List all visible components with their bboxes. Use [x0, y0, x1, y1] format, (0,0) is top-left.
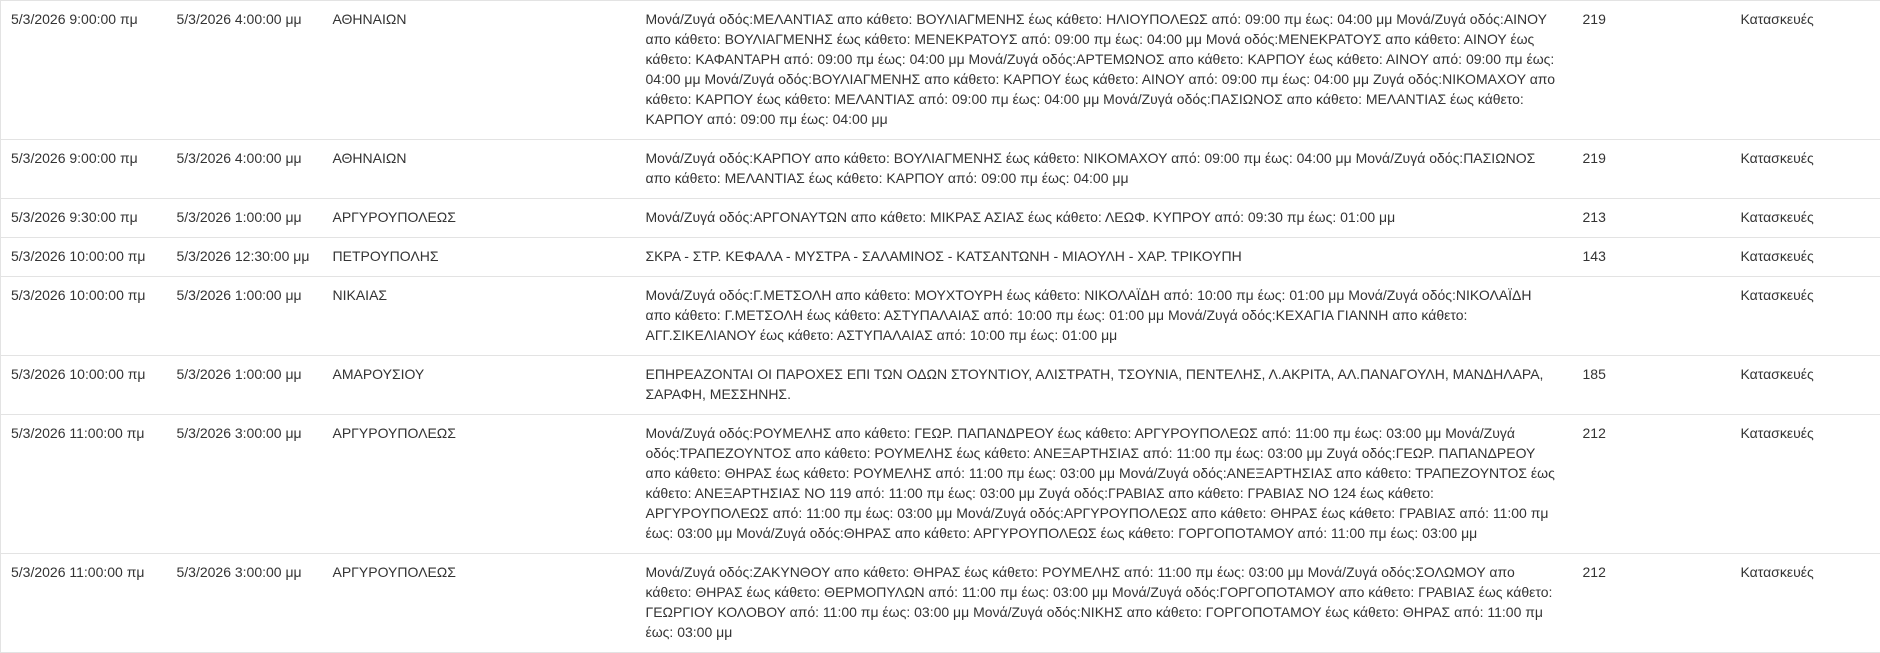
table-row: [1, 199, 1880, 238]
table-row: [1, 1, 1880, 140]
description-cell: Μονά/Ζυγά οδός:ΡΟΥΜΕΛΗΣ απο κάθετο: ΓΕΩΡ. ΠΑΠΑΝΔΡΕΟΥ έως κάθετο: ΑΡΓΥΡΟΥΠΟΛΕΩΣ από: 11:00 πμ έως: 03:00 μμ Μονά/Ζυγά οδός:ΤΡΑΠΕΖΟΥΝΤΟΣ απο κάθετο: ΡΟΥΜΕΛΗΣ έως κάθετο: ΑΝΕΞΑΡΤΗΣΙΑΣ από: 11:00 πμ έως: 03:00 μμ Ζυγά οδός:ΓΕΩΡ. ΠΑΠΑΝΔΡΕΟΥ απο κάθετο: ΘΗΡΑΣ έως κάθετο: ΡΟΥΜΕΛΗΣ από: 11:00 πμ έως: 03:00 μμ Μονά/Ζυγά οδός:ΑΝΕΞΑΡΤΗΣΙΑΣ απο κάθετο: ΤΡΑΠΕΖΟΥΝΤΟΣ έως κάθετο: ΑΝΕΞΑΡΤΗΣΙΑΣ ΝΟ 119 από: 11:00 πμ έως: 03:00 μμ Ζυγά οδός:ΓΡΑΒΙΑΣ απο κάθετο: ΓΡΑΒΙΑΣ ΝΟ 124 έως κάθετο: ΑΡΓΥΡΟΥΠΟΛΕΩΣ από: 11:00 πμ έως: 03:00 μμ Μονά/Ζυγά οδός:ΑΡΓΥΡΟΥΠΟΛΕΩΣ απο κάθετο: ΘΗΡΑΣ έως κάθετο: ΓΡΑΒΙΑΣ από: 11:00 πμ έως: 03:00 μμ Μονά/Ζυγά οδός:ΘΗΡΑΣ απο κάθετο: ΑΡΓΥΡΟΥΠΟΛΕΩΣ έως κάθετο: ΓΟΡΓΟΠΟΤΑΜΟΥ από: 11:00 πμ έως: 03:00 μμ: [636, 415, 1573, 554]
table-row: [1, 277, 1880, 356]
area-cell: ΑΘΗΝΑΙΩΝ: [323, 1, 636, 140]
table-row: [1, 140, 1880, 199]
end-time-cell: 5/3/2026 1:00:00 μμ: [167, 356, 323, 415]
table-row: [1, 238, 1880, 277]
description-cell: Μονά/Ζυγά οδός:ΚΑΡΠΟΥ απο κάθετο: ΒΟΥΛΙΑΓΜΕΝΗΣ έως κάθετο: ΝΙΚΟΜΑΧΟΥ από: 09:00 πμ έως: 04:00 μμ Μονά/Ζυγά οδός:ΠΑΣΙΩΝΟΣ απο κάθετο: ΜΕΛΑΝΤΙΑΣ έως κάθετο: ΚΑΡΠΟΥ από: 09:00 πμ έως: 04:00 μμ: [636, 140, 1573, 199]
end-time-cell: 5/3/2026 1:00:00 μμ: [167, 277, 323, 356]
description-cell: ΕΠΗΡΕΑΖΟΝΤΑΙ ΟΙ ΠΑΡΟΧΕΣ ΕΠΙ ΤΩΝ ΟΔΩΝ ΣΤΟΥΝΤΙΟΥ, ΑΛΙΣΤΡΑΤΗ, ΤΣΟΥΝΙΑ, ΠΕΝΤΕΛΗΣ, Λ.ΑΚΡΙΤΑ, ΑΛ.ΠΑΝΑΓΟΥΛΗ, ΜΑΝΔΗΛΑΡΑ, ΣΑΡΑΦΗ, ΜΕΣΣΗΝΗΣ.: [636, 356, 1573, 415]
start-time-cell: 5/3/2026 11:00:00 πμ: [1, 554, 167, 653]
end-time-cell: 5/3/2026 3:00:00 μμ: [167, 554, 323, 653]
start-time-cell: 5/3/2026 9:30:00 πμ: [1, 199, 167, 238]
type-cell: Κατασκευές: [1731, 238, 1880, 277]
type-cell: Κατασκευές: [1731, 277, 1880, 356]
start-time-cell: 5/3/2026 10:00:00 πμ: [1, 238, 167, 277]
table-row: [1, 554, 1880, 653]
area-cell: ΝΙΚΑΙΑΣ: [323, 277, 636, 356]
description-cell: Μονά/Ζυγά οδός:ΜΕΛΑΝΤΙΑΣ απο κάθετο: ΒΟΥΛΙΑΓΜΕΝΗΣ έως κάθετο: ΗΛΙΟΥΠΟΛΕΩΣ από: 09:00 πμ έως: 04:00 μμ Μονά/Ζυγά οδός:ΑΙΝΟΥ απο κάθετο: ΒΟΥΛΙΑΓΜΕΝΗΣ έως κάθετο: ΜΕΝΕΚΡΑΤΟΥΣ από: 09:00 πμ έως: 04:00 μμ Μονά οδός:ΜΕΝΕΚΡΑΤΟΥΣ απο κάθετο: ΑΙΝΟΥ έως κάθετο: ΚΑΦΑΝΤΑΡΗ από: 09:00 πμ έως: 04:00 μμ Μονά/Ζυγά οδός:ΑΡΤΕΜΩΝΟΣ απο κάθετο: ΚΑΡΠΟΥ έως κάθετο: ΑΙΝΟΥ από: 09:00 πμ έως: 04:00 μμ Μονά/Ζυγά οδός:ΒΟΥΛΙΑΓΜΕΝΗΣ απο κάθετο: ΚΑΡΠΟΥ έως κάθετο: ΑΙΝΟΥ από: 09:00 πμ έως: 04:00 μμ Ζυγά οδός:ΝΙΚΟΜΑΧΟΥ απο κάθετο: ΚΑΡΠΟΥ έως κάθετο: ΜΕΛΑΝΤΙΑΣ από: 09:00 πμ έως: 04:00 μμ Μονά/Ζυγά οδός:ΠΑΣΙΩΝΟΣ απο κάθετο: ΜΕΛΑΝΤΙΑΣ έως κάθετο: ΚΑΡΠΟΥ από: 09:00 πμ έως: 04:00 μμ: [636, 1, 1573, 140]
number-cell: 212: [1573, 415, 1731, 554]
start-time-cell: 5/3/2026 11:00:00 πμ: [1, 415, 167, 554]
start-time-cell: 5/3/2026 10:00:00 πμ: [1, 277, 167, 356]
end-time-cell: 5/3/2026 12:30:00 μμ: [167, 238, 323, 277]
start-time-cell: 5/3/2026 10:00:00 πμ: [1, 356, 167, 415]
area-cell: ΑΜΑΡΟΥΣΙΟΥ: [323, 356, 636, 415]
area-cell: ΑΘΗΝΑΙΩΝ: [323, 140, 636, 199]
end-time-cell: 5/3/2026 4:00:00 μμ: [167, 140, 323, 199]
type-cell: Κατασκευές: [1731, 140, 1880, 199]
area-cell: ΠΕΤΡΟΥΠΟΛΗΣ: [323, 238, 636, 277]
type-cell: Κατασκευές: [1731, 356, 1880, 415]
description-cell: Μονά/Ζυγά οδός:Γ.ΜΕΤΣΟΛΗ απο κάθετο: ΜΟΥΧΤΟΥΡΗ έως κάθετο: ΝΙΚΟΛΑΪΔΗ από: 10:00 πμ έως: 01:00 μμ Μονά/Ζυγά οδός:ΝΙΚΟΛΑΪΔΗ απο κάθετο: Γ.ΜΕΤΣΟΛΗ έως κάθετο: ΑΣΤΥΠΑΛΑΙΑΣ από: 10:00 πμ έως: 01:00 μμ Μονά/Ζυγά οδός:ΚΕΧΑΓΙΑ ΓΙΑΝΝΗ απο κάθετο: ΑΓΓ.ΣΙΚΕΛΙΑΝΟΥ έως κάθετο: ΑΣΤΥΠΑΛΑΙΑΣ από: 10:00 πμ έως: 01:00 μμ: [636, 277, 1573, 356]
number-cell: 213: [1573, 199, 1731, 238]
description-cell: Μονά/Ζυγά οδός:ΖΑΚΥΝΘΟΥ απο κάθετο: ΘΗΡΑΣ έως κάθετο: ΡΟΥΜΕΛΗΣ από: 11:00 πμ έως: 03:00 μμ Μονά/Ζυγά οδός:ΣΟΛΩΜΟΥ απο κάθετο: ΘΗΡΑΣ έως κάθετο: ΘΕΡΜΟΠΥΛΩΝ από: 11:00 πμ έως: 03:00 μμ Μονά/Ζυγά οδός:ΓΟΡΓΟΠΟΤΑΜΟΥ απο κάθετο: ΓΡΑΒΙΑΣ έως κάθετο: ΓΕΩΡΓΙΟΥ ΚΟΛΟΒΟΥ από: 11:00 πμ έως: 03:00 μμ Μονά/Ζυγά οδός:ΝΙΚΗΣ απο κάθετο: ΓΟΡΓΟΠΟΤΑΜΟΥ έως κάθετο: ΘΗΡΑΣ από: 11:00 πμ έως: 03:00 μμ: [636, 554, 1573, 653]
number-cell: 212: [1573, 554, 1731, 653]
type-cell: Κατασκευές: [1731, 199, 1880, 238]
area-cell: ΑΡΓΥΡΟΥΠΟΛΕΩΣ: [323, 415, 636, 554]
table-row: [1, 415, 1880, 554]
end-time-cell: 5/3/2026 1:00:00 μμ: [167, 199, 323, 238]
area-cell: ΑΡΓΥΡΟΥΠΟΛΕΩΣ: [323, 199, 636, 238]
description-cell: Μονά/Ζυγά οδός:ΑΡΓΟΝΑΥΤΩΝ απο κάθετο: ΜΙΚΡΑΣ ΑΣΙΑΣ έως κάθετο: ΛΕΩΦ. ΚΥΠΡΟΥ από: 09:30 πμ έως: 01:00 μμ: [636, 199, 1573, 238]
number-cell: [1573, 277, 1731, 356]
area-cell: ΑΡΓΥΡΟΥΠΟΛΕΩΣ: [323, 554, 636, 653]
number-cell: 219: [1573, 140, 1731, 199]
type-cell: Κατασκευές: [1731, 415, 1880, 554]
start-time-cell: 5/3/2026 9:00:00 πμ: [1, 1, 167, 140]
type-cell: Κατασκευές: [1731, 1, 1880, 140]
number-cell: 185: [1573, 356, 1731, 415]
number-cell: 143: [1573, 238, 1731, 277]
end-time-cell: 5/3/2026 4:00:00 μμ: [167, 1, 323, 140]
table-row: [1, 356, 1880, 415]
description-cell: ΣΚΡΑ - ΣΤΡ. ΚΕΦΑΛΑ - ΜΥΣΤΡΑ - ΣΑΛΑΜΙΝΟΣ - ΚΑΤΣΑΝΤΩΝΗ - ΜΙΑΟΥΛΗ - ΧΑΡ. ΤΡΙΚΟΥΠΗ: [636, 238, 1573, 277]
start-time-cell: 5/3/2026 9:00:00 πμ: [1, 140, 167, 199]
number-cell: 219: [1573, 1, 1731, 140]
type-cell: Κατασκευές: [1731, 554, 1880, 653]
end-time-cell: 5/3/2026 3:00:00 μμ: [167, 415, 323, 554]
